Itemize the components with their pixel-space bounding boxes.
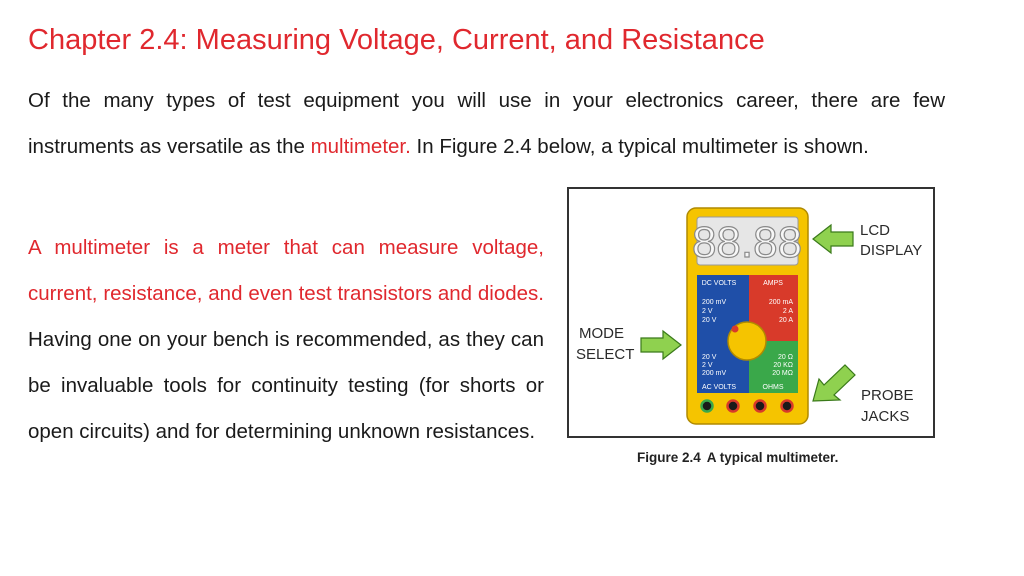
dc-volts-label: DC VOLTS (701, 280, 737, 287)
dc-range-2: 2 V (702, 308, 713, 315)
amp-range-2: 2 A (782, 308, 793, 315)
probe-arrow-icon (813, 365, 855, 401)
ohm-range-2: 20 KΩ (773, 362, 793, 369)
lcd-arrow-icon (813, 225, 853, 253)
probe-jack-2 (728, 401, 739, 412)
ac-range-3: 200 mV (702, 370, 727, 377)
probe-label-2: JACKS (861, 408, 910, 425)
definition-text: Having one on your bench is recommended, as they can be invaluable tools for continuity testing (for shorts or open circuits) and for determining unknown resistances. (28, 328, 544, 443)
mode-label-1: MODE (579, 325, 624, 342)
page-title: Chapter 2.4: Measuring Voltage, Current, and Resistance (28, 24, 765, 56)
dc-range-3: 20 V (702, 317, 717, 324)
amp-range-1: 200 mA (768, 299, 793, 306)
multimeter-illustration (569, 189, 933, 436)
intro-text-end: In Figure 2.4 below, a typical multimeter is shown. (410, 135, 869, 158)
figure-number: Figure 2.4 (637, 450, 701, 465)
amps-label: AMPS (763, 280, 783, 287)
lcd-label-1: LCD (860, 222, 891, 239)
ohm-range-3: 20 MΩ (772, 370, 793, 377)
mode-arrow-icon (641, 331, 681, 359)
intro-text-start: Of the many types of test equipment you will use in your electronics career, there are few instruments as versatile as the (28, 89, 945, 158)
figure-caption-text: A typical multimeter. (706, 450, 839, 465)
probe-jack-common (702, 401, 713, 412)
knob-pointer (732, 326, 739, 333)
probe-jack-4 (782, 401, 793, 412)
ac-range-2: 2 V (702, 362, 713, 369)
multimeter-term: multimeter. (310, 135, 411, 158)
intro-paragraph (28, 78, 945, 170)
probe-jack-3 (755, 401, 766, 412)
ohms-label: OHMS (762, 384, 784, 391)
definition-paragraph (28, 225, 544, 455)
figure-caption (637, 450, 844, 465)
definition-highlight: A multimeter is a meter that can measure voltage, current, resistance, and even test transistors and diodes. (28, 236, 544, 305)
probe-label-1: PROBE (861, 387, 914, 404)
mode-label-2: SELECT (576, 346, 635, 363)
lcd-label-2: DISPLAY (860, 242, 923, 259)
ac-volts-label: AC VOLTS (701, 384, 737, 391)
ac-range-1: 20 V (702, 354, 717, 361)
amp-range-3: 20 A (778, 317, 793, 324)
ohm-range-1: 20 Ω (778, 354, 793, 361)
multimeter-figure (567, 187, 935, 438)
dc-range-1: 200 mV (702, 299, 727, 306)
svg-text:88.88: 88.88 (691, 218, 803, 267)
